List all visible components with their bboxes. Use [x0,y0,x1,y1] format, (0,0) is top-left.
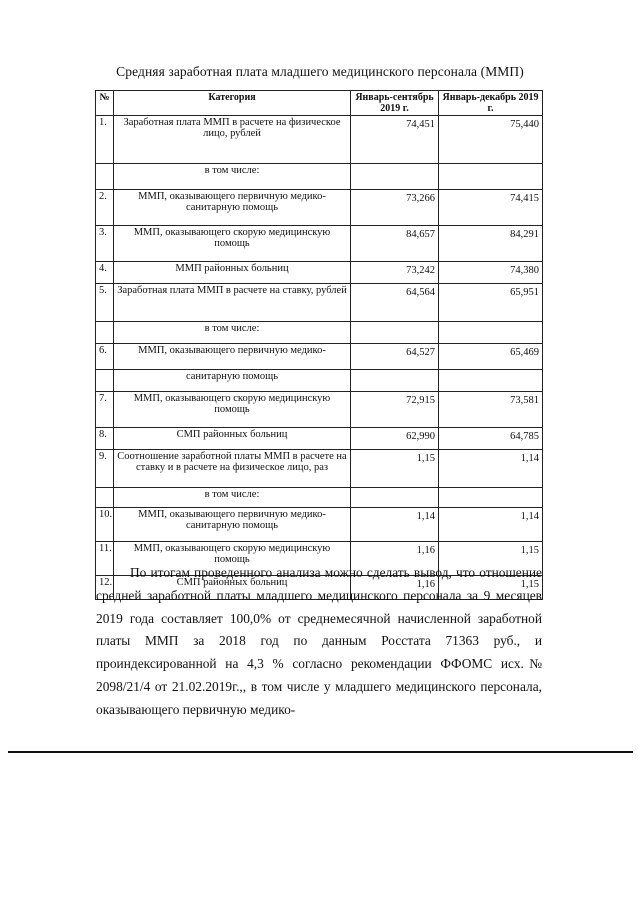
row-category: ММП, оказывающего скорую медицинскую помощь [114,392,351,428]
row-value-period-2 [439,488,543,508]
table-row [96,226,543,262]
row-value-period-1: 64,527 [351,344,439,370]
table-row [96,370,543,392]
row-value-period-2: 1,15 [439,542,543,576]
row-category: ММП, оказывающего первичную медико-санитарную помощь [114,190,351,226]
row-number: 6. [96,344,114,370]
row-value-period-2: 84,291 [439,226,543,262]
row-number: 4. [96,262,114,284]
row-number: 8. [96,428,114,450]
header-category: Категория [114,91,351,116]
row-number [96,322,114,344]
row-value-period-1: 62,990 [351,428,439,450]
row-value-period-2: 1,14 [439,450,543,488]
document-title: Средняя заработная плата младшего медицинского персонала (ММП) [116,64,524,79]
row-number: 11. [96,542,114,576]
body-text [96,562,542,722]
row-value-period-2 [439,164,543,190]
row-category: ММП, оказывающего скорую медицинскую помощь [114,226,351,262]
row-value-period-1: 72,915 [351,392,439,428]
row-category: ММП, оказывающего скорую медицинскую помощь [114,542,351,576]
row-value-period-1: 73,242 [351,262,439,284]
row-category: ММП районных больниц [114,262,351,284]
table-row [96,428,543,450]
row-number: 1. [96,116,114,164]
row-category: в том числе: [114,322,351,344]
table-row [96,322,543,344]
row-value-period-1 [351,322,439,344]
row-value-period-2: 64,785 [439,428,543,450]
table-row [96,116,543,164]
header-period-1: Январь-сентябрь 2019 г. [351,91,439,116]
row-number: 12. [96,576,114,600]
row-value-period-1: 84,657 [351,226,439,262]
row-number: 9. [96,450,114,488]
row-number [96,488,114,508]
conclusion-paragraph: По итогам проведенного анализа можно сделать вывод, что отношение средней заработной платы младшего медицинского персонала за 9 месяцев 2019 года составляет 100,0% от среднемесячной начисленной заработной платы ММП за 2018 год по данным Росстата 71363 руб., и проиндексированной на 4,3 % согласно рекомендации ФФОМС исх.№ 2098/21/4 от 21.02.2019г.,, в том числе у младшего медицинского персонала, оказывающего первичную медико- [96,565,542,717]
row-value-period-2: 1,15 [439,576,543,600]
row-value-period-1: 1,16 [351,576,439,600]
table-row [96,488,543,508]
table-row [96,164,543,190]
row-category: Заработная плата ММП в расчете на физическое лицо, рублей [114,116,351,164]
row-number: 3. [96,226,114,262]
row-value-period-2: 1,14 [439,508,543,542]
row-value-period-1: 1,15 [351,450,439,488]
row-value-period-2: 73,581 [439,392,543,428]
row-number: 7. [96,392,114,428]
salary-table [95,90,543,600]
row-value-period-2: 74,380 [439,262,543,284]
row-value-period-1: 74,451 [351,116,439,164]
table-row [96,262,543,284]
row-category: СМП районных больниц [114,428,351,450]
row-category: СМП районных больниц [114,576,351,600]
table-header-row [96,91,543,116]
table-row [96,392,543,428]
row-value-period-2: 74,415 [439,190,543,226]
table-row [96,190,543,226]
table-row [96,450,543,488]
row-value-period-2: 65,469 [439,344,543,370]
row-category: санитарную помощь [114,370,351,392]
row-category: в том числе: [114,488,351,508]
row-value-period-1: 1,16 [351,542,439,576]
row-value-period-2: 75,440 [439,116,543,164]
table-body [96,116,543,600]
header-num: № [96,91,114,116]
row-value-period-1 [351,370,439,392]
table-row [96,344,543,370]
row-value-period-2: 65,951 [439,284,543,322]
row-category: в том числе: [114,164,351,190]
row-value-period-1: 64,564 [351,284,439,322]
row-number [96,164,114,190]
row-value-period-1 [351,488,439,508]
row-value-period-2 [439,370,543,392]
table-row [96,508,543,542]
row-value-period-1: 1,14 [351,508,439,542]
row-value-period-2 [439,322,543,344]
row-category: Заработная плата ММП в расчете на ставку, рублей [114,284,351,322]
row-category: ММП, оказывающего первичную медико-санитарную помощь [114,508,351,542]
row-value-period-1 [351,164,439,190]
header-period-2: Январь-декабрь 2019 г. [439,91,543,116]
row-number [96,370,114,392]
row-category: Соотношение заработной платы ММП в расчете на ставку и в расчете на физическое лицо, раз [114,450,351,488]
row-category: ММП, оказывающего первичную медико- [114,344,351,370]
table-row [96,284,543,322]
row-number: 10. [96,508,114,542]
bottom-divider [8,751,633,753]
row-number: 5. [96,284,114,322]
row-value-period-1: 73,266 [351,190,439,226]
row-number: 2. [96,190,114,226]
